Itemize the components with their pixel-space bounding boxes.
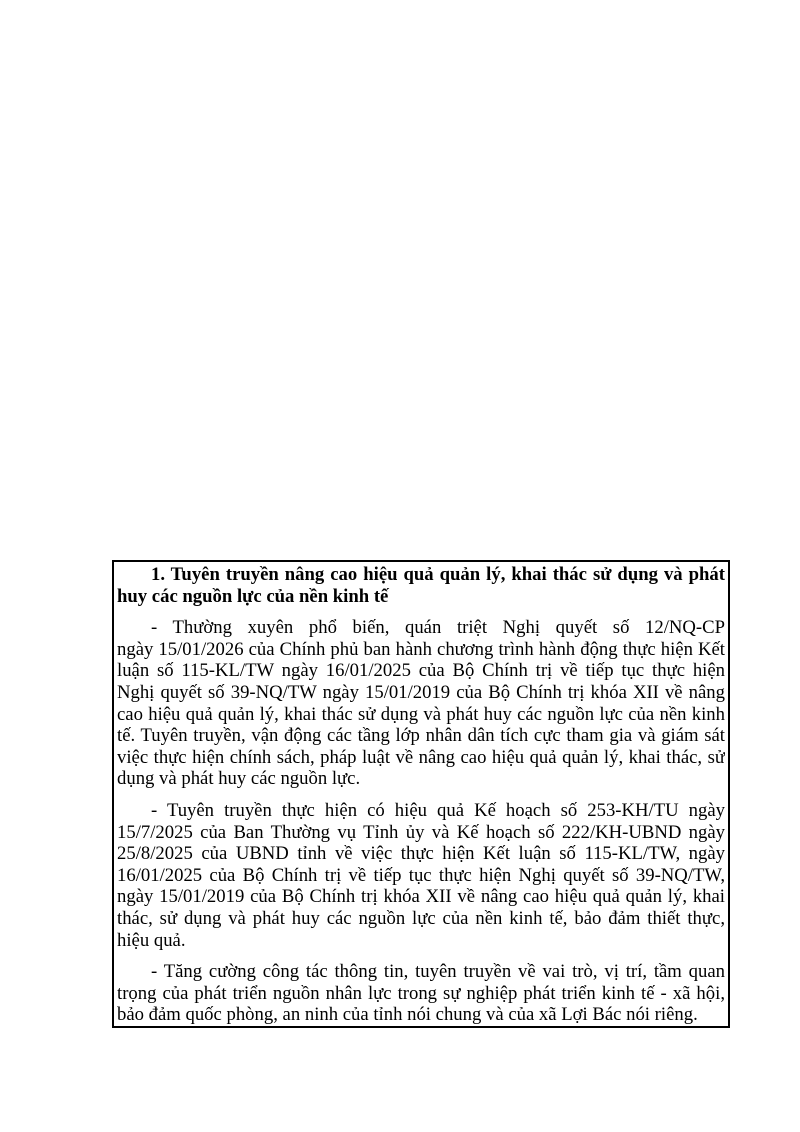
paragraph-2 [117,800,725,951]
text-line: - Tuyên truyền thực hiện có hiệu quả Kế hoạch số 253-KH/TU ngày [151,799,725,821]
text-line: - Thường xuyên phổ biến, quán triệt Nghị quyết số 12/NQ-CP [151,617,725,639]
text-line: 25/8/2025 của UBND tỉnh về việc thực hiện Kết luận số 115-KL/TW, ngày [117,843,725,865]
text-line: cao hiệu quả quản lý, khai thác sử dụng và phát huy các nguồn lực của nền kinh [117,703,725,725]
text-line: Nghị quyết số 39-NQ/TW ngày 15/01/2019 của Bộ Chính trị khóa XII về nâng [117,681,725,703]
heading-line: huy các nguồn lực của nền kinh tế [117,585,389,607]
paragraph-1 [117,617,725,790]
text-box [112,560,730,1028]
text-line: - Tăng cường công tác thông tin, tuyên truyền về vai trò, vị trí, tầm quan [151,961,725,983]
text-line: 16/01/2025 của Bộ Chính trị về tiếp tục thực hiện Nghị quyết số 39-NQ/TW, [117,864,725,886]
text-line: hiệu quả. [117,929,186,951]
text-line: ngày 15/01/2026 của Chính phủ ban hành chương trình hành động thực hiện Kết [117,638,725,660]
text-line: ngày 15/01/2019 của Bộ Chính trị khóa XII về nâng cao hiệu quả quản lý, khai [117,886,725,908]
heading-line: 1. Tuyên truyền nâng cao hiệu quả quản lý, khai thác sử dụng và phát [151,564,725,585]
text-line: bảo đảm quốc phòng, an ninh của tỉnh nói chung và của xã Lợi Bác nói riêng. [117,1004,698,1026]
text-line: trọng của phát triển nguồn nhân lực trong sự nghiệp phát triển kinh tế - xã hội, [117,982,725,1004]
paragraph-3 [117,961,725,1026]
section-heading [117,564,725,607]
text-line: tế. Tuyên truyền, vận động các tầng lớp nhân dân tích cực tham gia và giám sát [117,725,725,747]
text-line: thác, sử dụng và phát huy các nguồn lực của nền kinh tế, bảo đảm thiết thực, [117,907,725,929]
text-line: luận số 115-KL/TW ngày 16/01/2025 của Bộ Chính trị về tiếp tục thực hiện [117,660,725,682]
text-line: dụng và phát huy các nguồn lực. [117,768,361,790]
text-line: việc thực hiện chính sách, pháp luật về nâng cao hiệu quả quản lý, khai thác, sử [117,746,725,768]
text-line: 15/7/2025 của Ban Thường vụ Tỉnh ủy và Kế hoạch số 222/KH-UBND ngày [117,821,725,843]
